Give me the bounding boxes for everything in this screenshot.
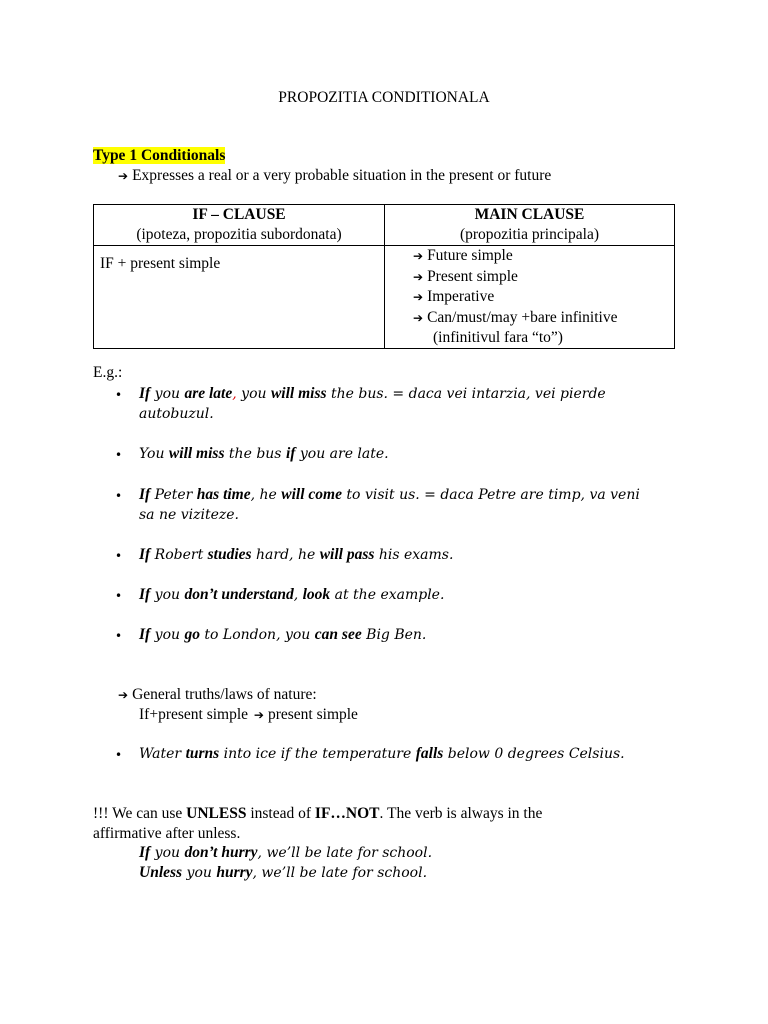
bullet-icon: • [115, 549, 123, 563]
col2-header [385, 205, 675, 246]
page-title: PROPOZITIA CONDITIONALA [278, 89, 490, 106]
col2-header-title: MAIN CLAUSE [474, 206, 585, 223]
col1-header-sub: (ipoteza, propozitia subordonata) [136, 226, 342, 243]
example-3: If Peter has time, he will come to visit us. = daca Petre are timp, va veni sa ne viziteze. [139, 486, 640, 523]
bullet-icon: • [115, 388, 123, 402]
table-body-row [94, 246, 675, 349]
example-water: Water turns into ice if the temperature falls below 0 degrees Celsius. [139, 745, 625, 762]
table-header-row [94, 205, 675, 246]
eg-label: E.g.: [93, 364, 123, 381]
col2-list [413, 246, 668, 348]
arrow-icon: ➔ [118, 169, 129, 183]
arrow-icon: ➔ [413, 290, 424, 304]
bullet-icon: • [115, 589, 123, 603]
bullet-icon: • [115, 448, 123, 462]
section-heading [93, 147, 225, 165]
unless-examples: If you don’t hurry, we’ll be late for school. Unless you hurry, we’ll be late for school. [139, 844, 433, 881]
example-1: If you are late, you will miss the bus. = daca vei intarzia, vei pierde autobuzul. [139, 385, 606, 422]
list-item: ➔ Present simple [413, 267, 518, 285]
arrow-icon: ➔ [253, 708, 264, 722]
intro-line [118, 167, 551, 185]
col2-header-sub: (propozitia principala) [459, 226, 599, 243]
col1-header-title: IF – CLAUSE [192, 206, 286, 223]
arrow-icon: ➔ [413, 310, 424, 325]
arrow-icon: ➔ [413, 249, 424, 263]
list-item: ➔ Future simple [413, 247, 513, 264]
col1-header [94, 205, 385, 246]
conditional-table [93, 204, 675, 349]
bullet-icon: • [115, 748, 123, 762]
section-heading-text: Type 1 Conditionals [93, 147, 226, 164]
col2-value-cell [385, 246, 675, 349]
intro-text: Expresses a real or a very probable situation in the present or future [132, 167, 552, 184]
bullet-icon: • [115, 629, 123, 643]
example-2: You will miss the bus if you are late. [139, 445, 389, 462]
arrow-icon: ➔ [413, 269, 424, 284]
list-item: ➔ Imperative [413, 288, 495, 305]
col1-value-cell [94, 246, 385, 349]
unless-note: !!! We can use UNLESS instead of IF…NOT. The verb is always in the affirmative after unless. [93, 805, 543, 842]
example-5: If you don’t understand, look at the example. [139, 586, 445, 603]
list-item: ➔ Can/must/may +bare infinitive [413, 308, 618, 326]
col1-value: IF + present simple [100, 255, 221, 272]
general-truths: ➔ General truths/laws of nature: If+present simple ➔ present simple [118, 686, 358, 723]
example-6: If you go to London, you can see Big Ben. [139, 626, 427, 643]
arrow-icon: ➔ [118, 688, 129, 702]
list-item-note: (infinitivul fara “to”) [433, 329, 563, 346]
example-4: If Robert studies hard, he will pass his exams. [139, 546, 454, 563]
bullet-icon: • [115, 489, 123, 503]
